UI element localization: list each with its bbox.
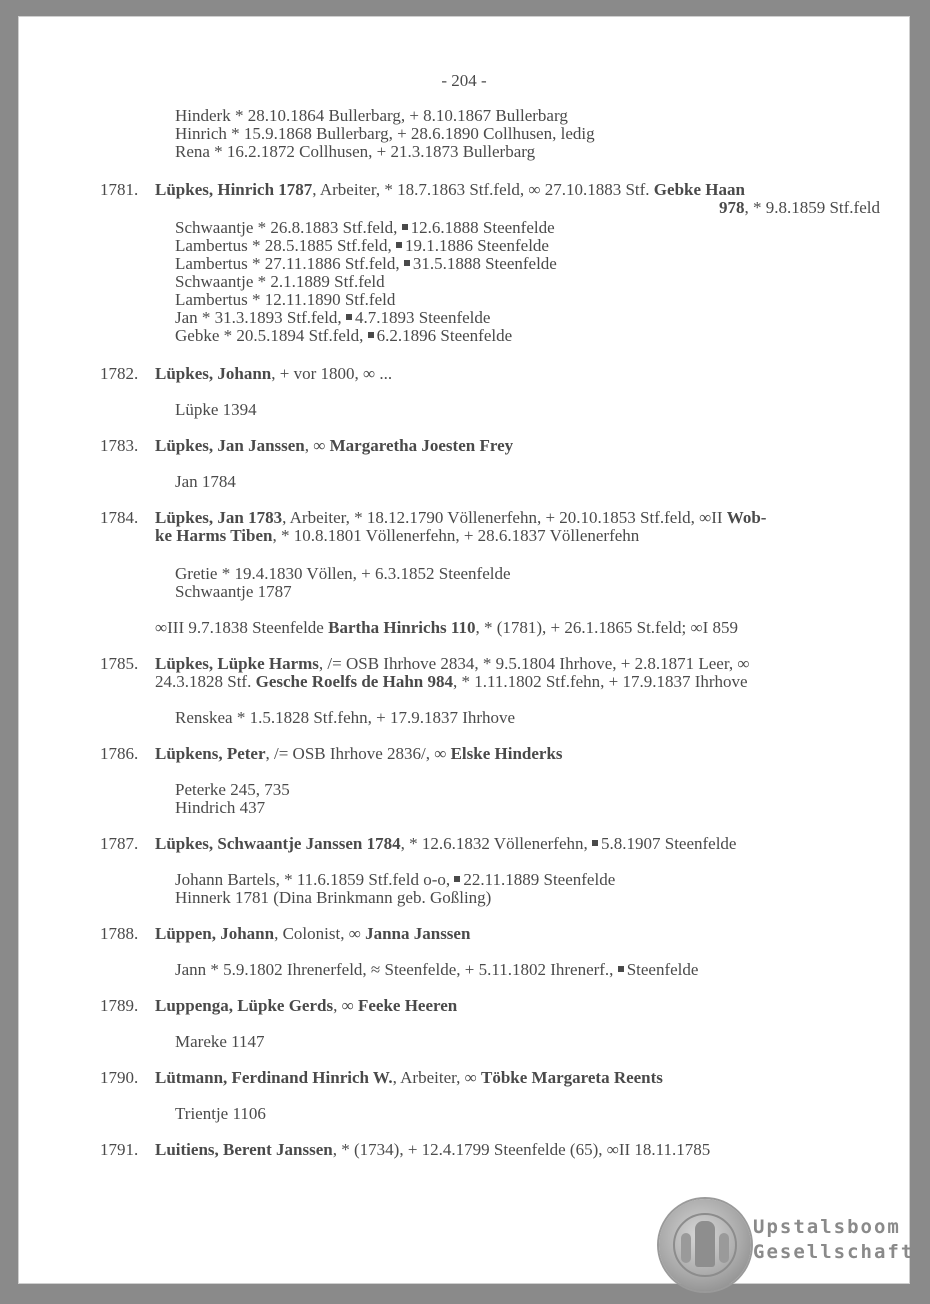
seal-icon	[659, 1199, 751, 1291]
list-item: Lambertus * 28.5.1885 Stf.feld, 19.1.1886 Steenfelde	[175, 236, 549, 255]
entry-continuation	[719, 199, 880, 217]
entry-text: , * 10.8.1801 Völlenerfehn, + 28.6.1837 Völlenerfehn	[272, 526, 640, 545]
burial-icon	[618, 966, 624, 972]
list-item: Schwaantje * 2.1.1889 Stf.feld	[175, 272, 385, 291]
list-item: Johann Bartels, * 11.6.1859 Stf.feld o-o, 22.11.1889 Steenfelde	[175, 870, 616, 889]
list-item: Mareke 1147	[175, 1032, 265, 1051]
list-item: Renskea * 1.5.1828 Stf.fehn, + 17.9.1837 Ihrhove	[175, 708, 516, 727]
seal-logo	[659, 1199, 751, 1291]
entry-spouse: Töbke Margareta Reents	[480, 1068, 663, 1087]
list-item: Peterke 245, 735	[175, 780, 290, 799]
entry-text: , /= OSB Ihrhove 2834, * 9.5.1804 Ihrhove, + 2.8.1871 Leer, ∞	[318, 654, 750, 673]
burial-icon	[402, 224, 408, 230]
list-item: Gebke * 20.5.1894 Stf.feld, 6.2.1896 Steenfelde	[175, 326, 513, 345]
list-item: Trientje 1106	[175, 1104, 266, 1123]
brand-line-1: Upstalsboom	[753, 1216, 901, 1238]
burial-icon	[454, 876, 460, 882]
list-item: Jann * 5.9.1802 Ihrenerfeld, ≈ Steenfelde, + 5.11.1802 Ihrenerf., Steenfelde	[175, 960, 699, 979]
entry-number: 1781.	[100, 180, 139, 199]
entry-heading	[155, 181, 745, 199]
document-page	[18, 16, 915, 1284]
burial-icon	[592, 840, 598, 846]
burial-icon	[368, 332, 374, 338]
entry-spouse: ke Harms Tiben	[155, 526, 273, 545]
entry-ref: 978	[718, 198, 745, 217]
list-item: Lüpke 1394	[175, 400, 257, 419]
entry-spouse: Wob-	[726, 508, 767, 527]
list-item: Lambertus * 12.11.1890 Stf.feld	[175, 290, 396, 309]
list-item: Gretie * 19.4.1830 Völlen, + 6.3.1852 Steenfelde	[175, 564, 511, 583]
entry-number: 1785.	[100, 654, 139, 673]
entry-text: , * 12.6.1832 Völlenerfehn,	[400, 834, 592, 853]
entry-name: Lüpkes, Schwaantje Janssen 1784	[155, 834, 401, 853]
entry-text: , /= OSB Ihrhove 2836/, ∞	[265, 744, 451, 763]
entry-text: , Colonist, ∞	[274, 924, 366, 943]
entry-text: , * (1734), + 12.4.1799 Steenfelde (65), ∞II 18.11.1785	[332, 1140, 711, 1159]
entry-text: , + vor 1800, ∞ ...	[271, 364, 393, 383]
burial-icon	[346, 314, 352, 320]
entry-heading	[155, 1141, 710, 1159]
entry-spouse: Margaretha Joesten Frey	[329, 436, 514, 455]
entry-name: Lüpkes, Hinrich 1787	[155, 180, 313, 199]
entry-number: 1784.	[100, 508, 139, 527]
list-item: Hinnerk 1781 (Dina Brinkmann geb. Goßling)	[175, 888, 492, 907]
list-item: Rena * 16.2.1872 Collhusen, + 21.3.1873 Bullerbarg	[175, 142, 536, 161]
brand-line-2: Gesellschaft	[753, 1241, 915, 1263]
list-item: Jan * 31.3.1893 Stf.feld, 4.7.1893 Steenfelde	[175, 308, 491, 327]
entry-heading	[155, 365, 392, 383]
entry-heading	[155, 925, 470, 943]
entry-name: Lüpkes, Jan 1783	[155, 508, 283, 527]
list-item: Lambertus * 27.11.1886 Stf.feld, 31.5.1888 Steenfelde	[175, 254, 557, 273]
entry-text: , ∞	[304, 436, 330, 455]
entry-number: 1782.	[100, 364, 139, 383]
list-item: Hinderk * 28.10.1864 Bullerbarg, + 8.10.1867 Bullerbarg	[175, 106, 568, 125]
entry-number: 1788.	[100, 924, 139, 943]
entry-name: Lütmann, Ferdinand Hinrich W.	[155, 1068, 393, 1087]
entry-text: , Arbeiter, * 18.7.1863 Stf.feld, ∞ 27.10.1883 Stf.	[312, 180, 654, 199]
burial-icon	[396, 242, 402, 248]
entry-heading	[155, 745, 563, 763]
entry-continuation	[155, 527, 639, 545]
entry-spouse: Gebke Haan	[653, 180, 745, 199]
list-item: Schwaantje * 26.8.1883 Stf.feld, 12.6.1888 Steenfelde	[175, 218, 555, 237]
entry-spouse: Elske Hinderks	[450, 744, 563, 763]
entry-name: Luppenga, Lüpke Gerds	[155, 996, 334, 1015]
list-item: Hindrich 437	[175, 798, 266, 817]
marriage-note: ∞III 9.7.1838 Steenfelde Bartha Hinrichs 110, * (1781), + 26.1.1865 St.feld; ∞I 859	[155, 618, 738, 637]
entry-name: Lüpkes, Jan Janssen	[155, 436, 305, 455]
entry-number: 1790.	[100, 1068, 139, 1087]
entry-heading	[155, 997, 457, 1015]
entry-number: 1791.	[100, 1140, 139, 1159]
entry-text: , * 9.8.1859 Stf.feld	[744, 198, 880, 217]
entry-name: Lüpkens, Peter	[155, 744, 266, 763]
entry-number: 1789.	[100, 996, 139, 1015]
entry-spouse: Feeke Heeren	[357, 996, 458, 1015]
entry-text: , Arbeiter, * 18.12.1790 Völlenerfehn, + 20.10.1853 Stf.feld, ∞II	[282, 508, 727, 527]
list-item: Jan 1784	[175, 472, 236, 491]
entry-name: Lüpkes, Johann	[155, 364, 272, 383]
entry-name: Lüppen, Johann	[155, 924, 275, 943]
entry-heading	[155, 437, 513, 455]
list-item: Hinrich * 15.9.1868 Bullerbarg, + 28.6.1890 Collhusen, ledig	[175, 124, 595, 143]
entry-spouse: Janna Janssen	[365, 924, 471, 943]
entry-continuation: 24.3.1828 Stf. Gesche Roelfs de Hahn 984, * 1.11.1802 Stf.fehn, + 17.9.1837 Ihrhove	[155, 672, 748, 691]
entry-number: 1786.	[100, 744, 139, 763]
list-item: Schwaantje 1787	[175, 582, 292, 601]
entry-number: 1783.	[100, 436, 139, 455]
entry-text: , ∞	[333, 996, 358, 1015]
entry-heading	[155, 655, 749, 673]
page-number: - 204 -	[441, 71, 487, 90]
entry-name: Lüpkes, Lüpke Harms	[155, 654, 319, 673]
entry-heading	[155, 509, 766, 527]
entry-heading	[155, 1069, 663, 1087]
entry-name: Luitiens, Berent Janssen	[155, 1140, 333, 1159]
entry-text: , Arbeiter, ∞	[392, 1068, 481, 1087]
entry-number: 1787.	[100, 834, 139, 853]
burial-icon	[404, 260, 410, 266]
entry-heading: Lüpkes, Schwaantje Janssen 1784, * 12.6.1832 Völlenerfehn, 5.8.1907 Steenfelde	[155, 834, 737, 853]
